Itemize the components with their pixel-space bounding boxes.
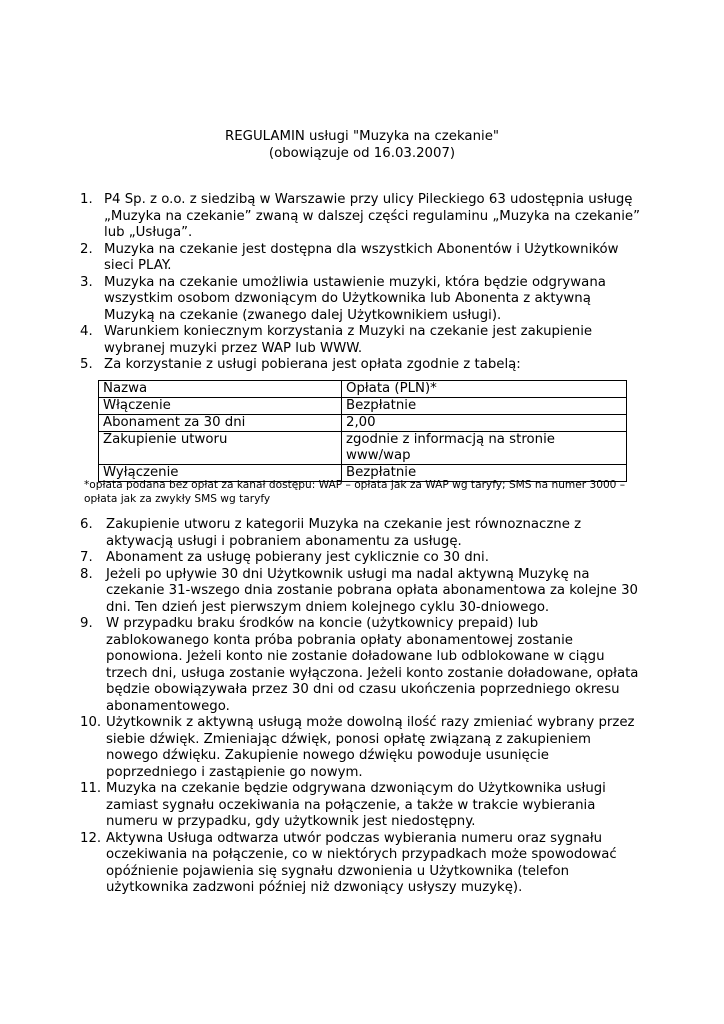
- document-subtitle: (obowiązuje od 16.03.2007): [268, 146, 456, 161]
- item-number: 1.: [80, 192, 93, 207]
- cell-fee: Bezpłatnie: [342, 398, 627, 415]
- list-item: [80, 275, 640, 325]
- item-number: 3.: [80, 274, 93, 290]
- list-item: [80, 192, 640, 242]
- list-item: [80, 517, 640, 550]
- item-number: 10.: [80, 715, 102, 730]
- regulations-list-part-1: [80, 192, 640, 374]
- table-row: [99, 415, 627, 432]
- list-item: [80, 357, 640, 374]
- cell-name: Zakupienie utworu: [99, 432, 342, 465]
- list-item: [80, 242, 640, 275]
- cell-fee: Bezpłatnie: [342, 465, 627, 482]
- item-number: 9.: [80, 616, 93, 631]
- header-fee: Opłata (PLN)*: [342, 381, 627, 398]
- item-text: Muzyka na czekanie jest dostępna dla wszystkich Abonentów i Użytkowników sieci PLAY.: [104, 241, 619, 273]
- item-text: Jeżeli po upływie 30 dni Użytkownik usługi ma nadal aktywną Muzykę na czekanie 31-wszego dnia zostanie pobrana opłata abonamentowa za kolejne 30 dni. Ten dzień jest pierwszym dniem kolejnego cyklu 30-dniowego.: [106, 566, 638, 615]
- item-number: 2.: [80, 241, 93, 257]
- item-text: Warunkiem koniecznym korzystania z Muzyki na czekanie jest zakupienie wybranej muzyki przez WAP lub WWW.: [104, 324, 593, 356]
- item-text: Muzyka na czekanie będzie odgrywana dzwoniącym do Użytkownika usługi zamiast sygnału oczekiwania na połączenie, a także w trakcie wybierania numeru w przypadku, gdy użytkownik jest niedostępny.: [106, 781, 606, 829]
- list-item: [80, 831, 640, 897]
- item-number: 11.: [80, 781, 102, 796]
- item-text: W przypadku braku środków na koncie (użytkownicy prepaid) lub zablokowanego konta próba pobrania opłaty abonamentowej zostanie ponowiona. Jeżeli konto nie zostanie doładowane lub odblokowane w ciągu trzech dni, usługa zostanie wyłączona. Jeżeli konto zostanie doładowane, opłata będzie obowiązywała przez 30 dni od czasu ukończenia poprzedniego okresu abonamentowego.: [106, 616, 639, 714]
- item-number: 4.: [80, 324, 93, 339]
- item-text: Aktywna Usługa odtwarza utwór podczas wybierania numeru oraz sygnału oczekiwania na połączenie, co w niektórych przypadkach może spowodować opóźnienie pojawienia się sygnału dzwonienia u Użytkownika (telefon użytkownika zadzwoni później niż dzwoniący usłyszy muzykę).: [106, 830, 617, 895]
- cell-name: Wyłączenie: [99, 465, 342, 482]
- cell-fee: 2,00: [342, 415, 627, 432]
- list-item: [80, 550, 640, 567]
- item-number: 6.: [80, 517, 93, 532]
- cell-name: Abonament za 30 dni: [99, 415, 342, 432]
- document-title: REGULAMIN usługi "Muzyka na czekanie": [225, 129, 499, 144]
- regulations-list-part-2: [80, 517, 640, 897]
- header-name: Nazwa: [99, 381, 342, 398]
- item-text: Za korzystanie z usługi pobierana jest opłata zgodnie z tabelą:: [104, 357, 521, 372]
- item-text: Muzyka na czekanie umożliwia ustawienie muzyki, która będzie odgrywana wszystkim osobom dzwoniącym do Użytkownika lub Abonenta z aktywną Muzyką na czekanie (zwanego dalej Użytkownikiem usługi).: [104, 274, 606, 323]
- list-item: [80, 567, 640, 617]
- item-number: 7.: [80, 550, 93, 565]
- list-item: [80, 616, 640, 715]
- item-number: 5.: [80, 357, 93, 372]
- cell-name: Włączenie: [99, 398, 342, 415]
- list-item: [80, 324, 640, 357]
- table-header-row: [99, 381, 627, 398]
- table-row: [99, 432, 627, 465]
- item-text: Zakupienie utworu z kategorii Muzyka na czekanie jest równoznaczne z aktywacją usługi i pobraniem abonamentu za usługę.: [106, 517, 582, 549]
- list-item: [80, 781, 640, 831]
- item-number: 8.: [80, 566, 93, 582]
- list-item: [80, 715, 640, 781]
- item-text: P4 Sp. z o.o. z siedzibą w Warszawie przy ulicy Pileckiego 63 udostępnia usługę „Muzyka na czekanie” zwaną w dalszej części regulaminu „Muzyka na czekanie” lub „Usługa”.: [104, 192, 640, 240]
- fee-table: [98, 380, 627, 482]
- cell-fee: zgodnie z informacją na stronie www/wap: [342, 432, 627, 465]
- table-row: [99, 398, 627, 415]
- fee-footnote: *opłata podana bez opłat za kanał dostępu: WAP – opłata jak za WAP wg taryfy; SMS na numer 3000 – opłata jak za zwykły SMS wg taryfy: [84, 479, 626, 505]
- item-text: Abonament za usługę pobierany jest cyklicznie co 30 dni.: [106, 550, 489, 565]
- item-number: 12.: [80, 830, 102, 846]
- item-text: Użytkownik z aktywną usługą może dowolną ilość razy zmieniać wybrany przez siebie dźwięk. Zmieniając dźwięk, ponosi opłatę związaną z zakupieniem nowego dźwięku. Zakupienie nowego dźwięku powoduje usunięcie poprzedniego i zastąpienie go nowym.: [106, 715, 635, 780]
